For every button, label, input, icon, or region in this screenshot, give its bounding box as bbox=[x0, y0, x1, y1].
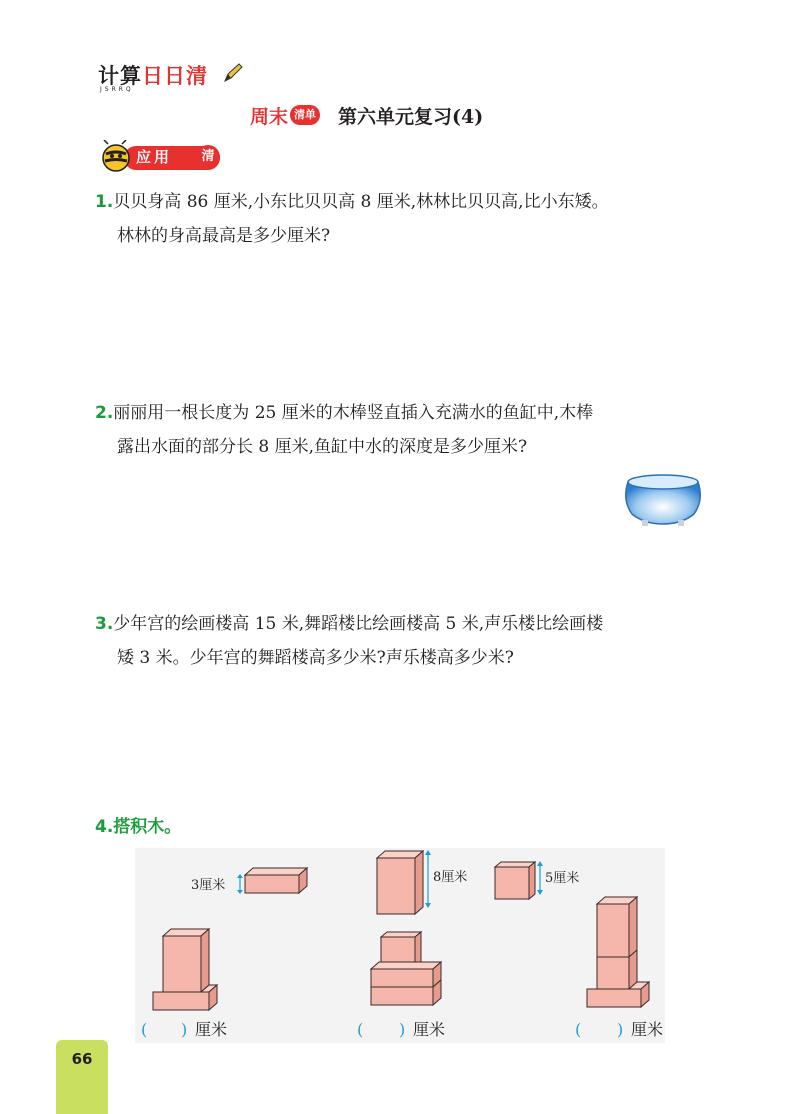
question-number: 1. bbox=[95, 192, 114, 212]
answer-unit: 厘米 bbox=[195, 1020, 228, 1039]
header-weekend: 周末 bbox=[250, 105, 289, 128]
question-text: 丽丽用一根长度为 25 厘米的木棒竖直插入充满水的鱼缸中,木棒 bbox=[113, 403, 594, 423]
answer-unit: 厘米 bbox=[631, 1020, 664, 1039]
brand-subtitle: JSRRQ bbox=[100, 86, 134, 93]
block-stacking-figure bbox=[135, 848, 665, 1043]
question-number: 2. bbox=[95, 403, 114, 423]
answer-paren-open: ( bbox=[141, 1020, 148, 1039]
question-number: 3. bbox=[95, 614, 114, 634]
page-header bbox=[250, 100, 483, 130]
fish-bowl-image bbox=[620, 470, 706, 530]
answer-paren-open: ( bbox=[575, 1020, 582, 1039]
question-4 bbox=[95, 810, 715, 844]
dim-label: 8厘米 bbox=[433, 870, 468, 885]
question-text: 矮 3 米。少年宫的舞蹈楼高多少米?声乐楼高多少米? bbox=[117, 648, 514, 668]
answer-paren-open: ( bbox=[357, 1020, 364, 1039]
pen-icon bbox=[222, 62, 244, 84]
section-tag: 清 bbox=[196, 145, 220, 169]
dim-label: 5厘米 bbox=[545, 871, 580, 886]
answer-unit: 厘米 bbox=[413, 1020, 446, 1039]
section-label: 应用 bbox=[136, 148, 173, 166]
question-text: 少年宫的绘画楼高 15 米,舞蹈楼比绘画楼高 5 米,声乐楼比绘画楼 bbox=[113, 614, 604, 634]
question-text: 林林的身高最高是多少厘米? bbox=[117, 226, 331, 246]
page-title: 第六单元复习(4) bbox=[338, 105, 484, 128]
question-text: 露出水面的部分长 8 厘米,鱼缸中水的深度是多少厘米? bbox=[117, 437, 528, 457]
question-number: 4. bbox=[95, 817, 114, 837]
question-1 bbox=[95, 185, 715, 253]
question-text: 贝贝身高 86 厘米,小东比贝贝高 8 厘米,林林比贝贝高,比小东矮。 bbox=[113, 192, 609, 212]
question-text: 搭积木。 bbox=[113, 817, 182, 837]
header-badge: 清单 bbox=[290, 105, 320, 125]
block-stack-1 bbox=[153, 929, 217, 1010]
page-number: 66 bbox=[71, 1050, 93, 1068]
answer-paren-close: ) bbox=[181, 1020, 188, 1039]
brand-prefix: 计算 bbox=[98, 64, 142, 88]
question-2 bbox=[95, 396, 715, 464]
answer-paren-close: ) bbox=[399, 1020, 406, 1039]
brand-highlight: 日日清 bbox=[142, 64, 208, 88]
answer-paren-close: ) bbox=[617, 1020, 624, 1039]
question-3 bbox=[95, 607, 715, 675]
dim-label: 3厘米 bbox=[191, 878, 226, 893]
